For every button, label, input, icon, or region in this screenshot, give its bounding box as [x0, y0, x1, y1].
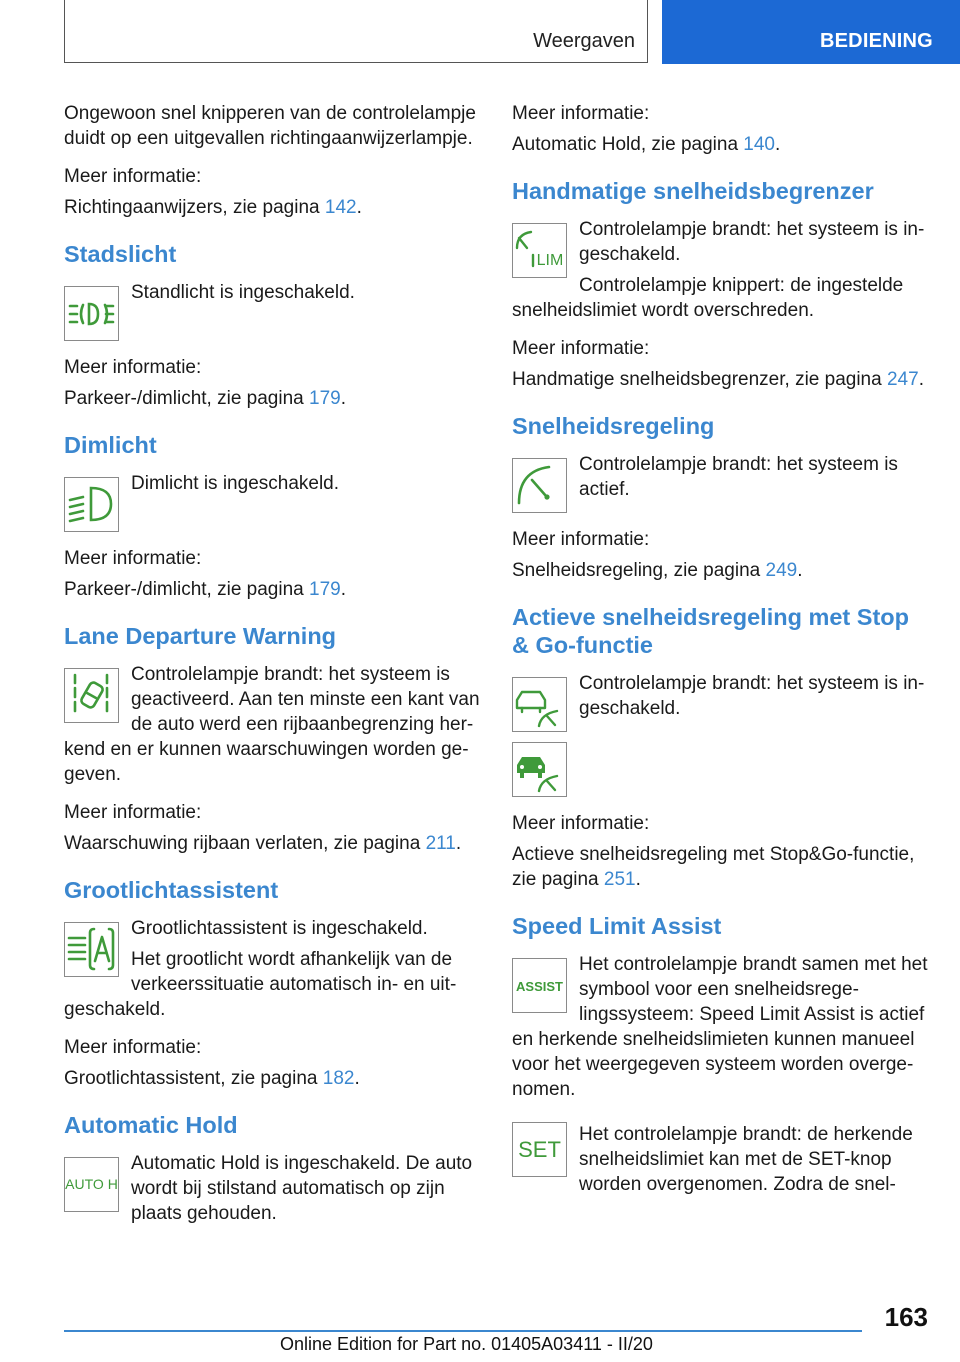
acc-item: [512, 671, 932, 734]
acc-vehicle-detected-icon: [512, 742, 567, 797]
set-icon: [512, 1122, 567, 1177]
dimlicht-item: [64, 471, 484, 534]
footer-divider: [64, 1330, 862, 1332]
edition-text: Online Edition for Part no. 01405A03411 - II/20: [280, 1334, 653, 1354]
auto-hold-icon-label: AUTO H: [65, 1176, 118, 1192]
limiter-item: [512, 217, 932, 323]
acc-outline-icon: [512, 677, 567, 732]
more-info-label: Meer informatie:: [64, 357, 202, 378]
stadslicht-text: Standlicht is ingeschakeld.: [131, 282, 355, 303]
heading-cruise: Snelheidsregeling: [512, 413, 715, 439]
limiter-text-2: Controlelampje knippert: de ingestelde snelheidslimiet wordt overschreden.: [512, 275, 904, 321]
section-tab: [64, 0, 648, 63]
heading-ldw: Lane Departure Warning: [64, 623, 337, 649]
cruise-item: [512, 452, 932, 515]
page-number: 163: [884, 1302, 928, 1332]
grootlicht-text-2: Het grootlicht wordt afhankelijk van de verkeerssituatie automatisch in- en uitgeschakeld.: [64, 949, 457, 1020]
acc-text: Controlelampje brandt: het systeem is ingeschakeld.: [579, 673, 925, 719]
acc-active-item: [512, 742, 932, 799]
autohold-text: Automatic Hold is ingeschakeld. De auto wordt bij stilstand automatisch op zijn plaats gehouden.: [131, 1153, 473, 1224]
grootlicht-item: [64, 916, 484, 1022]
ldw-text: Controlelampje brandt: het systeem is geactiveerd. Aan ten minste een kant van de auto werd een rijbaanbegrenzing herkend en er kunnen waarschuwingen worden gegeven.: [64, 664, 480, 785]
page-link[interactable]: 249: [765, 560, 798, 581]
set-icon-label: SET: [518, 1137, 561, 1162]
page-link[interactable]: 251: [603, 869, 636, 890]
speed-limiter-icon: [512, 223, 567, 278]
limiter-text-1: Controlelampje brandt: het systeem is ingeschakeld.: [579, 219, 925, 265]
more-info-label: Meer informatie:: [512, 529, 650, 550]
heading-autohold: Automatic Hold: [64, 1112, 238, 1138]
page-link[interactable]: 140: [743, 134, 775, 155]
sla-set-item: [512, 1122, 932, 1203]
assist-icon-label: ASSIST: [516, 979, 563, 994]
lane-departure-icon: [64, 668, 119, 723]
more-info-ref: Grootlichtassistent, zie pagina 182.: [64, 1068, 360, 1089]
chapter-tab: [662, 0, 960, 64]
left-column: [64, 101, 484, 1244]
more-info-ref: Automatic Hold, zie pagina 140.: [512, 134, 781, 155]
more-info-ref: Parkeer-/dimlicht, zie pagina 179.: [64, 579, 346, 600]
cruise-text: Controlelampje brandt: het systeem is actief.: [579, 454, 898, 500]
autohold-item: [64, 1151, 484, 1232]
more-info-label: Meer informatie:: [512, 103, 650, 124]
heading-stadslicht: Stadslicht: [64, 241, 177, 267]
more-info-label: Meer informatie:: [64, 166, 202, 187]
page-link[interactable]: 247: [886, 369, 919, 390]
speed-limiter-icon-label: LIM: [536, 252, 564, 269]
dimlicht-text: Dimlicht is ingeschakeld.: [131, 473, 340, 494]
heading-grootlicht: Grootlichtassistent: [64, 877, 279, 903]
assist-icon: [512, 958, 567, 1013]
more-info-label: Meer informatie:: [64, 1037, 202, 1058]
page-link[interactable]: 179: [309, 388, 341, 409]
more-info-ref: Snelheidsregeling, zie pagina 249.: [512, 560, 803, 581]
high-beam-assist-icon: [64, 922, 119, 977]
heading-limiter: Handmatige snelheidsbegrenzer: [512, 178, 874, 204]
more-info-label: Meer informatie:: [64, 802, 202, 823]
more-info-ref: Parkeer-/dimlicht, zie pagina 179.: [64, 388, 346, 409]
sla-item: [512, 952, 932, 1102]
section-title: Weergaven: [533, 30, 635, 52]
sla-set-text: Het controlelampje brandt: de herkende snelheidslimiet kan met de SET-knop worden overgenomen. Zodra de snel-: [579, 1124, 913, 1195]
heading-sla: Speed Limit Assist: [512, 913, 722, 939]
intro-text: Ongewoon snel knipperen van de controlelampje duidt op een uitgevallen richtingaanwijzerlampje.: [64, 103, 476, 149]
more-info-ref: Richtingaanwijzers, zie pagina 142.: [64, 197, 362, 218]
more-info-ref: Handmatige snelheidsbegrenzer, zie pagina 247.: [512, 369, 924, 390]
more-info-label: Meer informatie:: [64, 548, 202, 569]
more-info-ref: Waarschuwing rijbaan verlaten, zie pagina 211.: [64, 833, 462, 854]
ldw-item: [64, 662, 484, 787]
low-beam-icon: [64, 477, 119, 532]
cruise-control-icon: [512, 458, 567, 513]
more-info-label: Meer informatie:: [512, 338, 650, 359]
stadslicht-item: [64, 280, 484, 343]
page-link[interactable]: 179: [309, 579, 341, 600]
page-link[interactable]: 182: [322, 1068, 355, 1089]
page-link[interactable]: 211: [425, 833, 456, 854]
more-info-ref: Actieve snelheidsregeling met Stop&Go-functie, zie pagina 251.: [512, 844, 915, 890]
right-column: [512, 101, 932, 1215]
heading-acc: Actieve snelheidsregeling met Stop & Go-functie: [512, 604, 909, 658]
auto-hold-icon: [64, 1157, 119, 1212]
page-header: [0, 0, 960, 66]
heading-dimlicht: Dimlicht: [64, 432, 157, 458]
page-link[interactable]: 142: [324, 197, 357, 218]
more-info-label: Meer informatie:: [512, 813, 650, 834]
sla-text: Het controlelampje brandt samen met het symbool voor een snelheidsregelingssysteem: Speed Limit Assist is actief en herkende snelheidslimieten kunnen manueel voor het weergegeven systeem worden overgenomen.: [512, 954, 928, 1100]
chapter-title: BEDIENING: [820, 30, 933, 52]
parking-light-icon: [64, 286, 119, 341]
grootlicht-text-1: Grootlichtassistent is ingeschakeld.: [131, 918, 428, 939]
